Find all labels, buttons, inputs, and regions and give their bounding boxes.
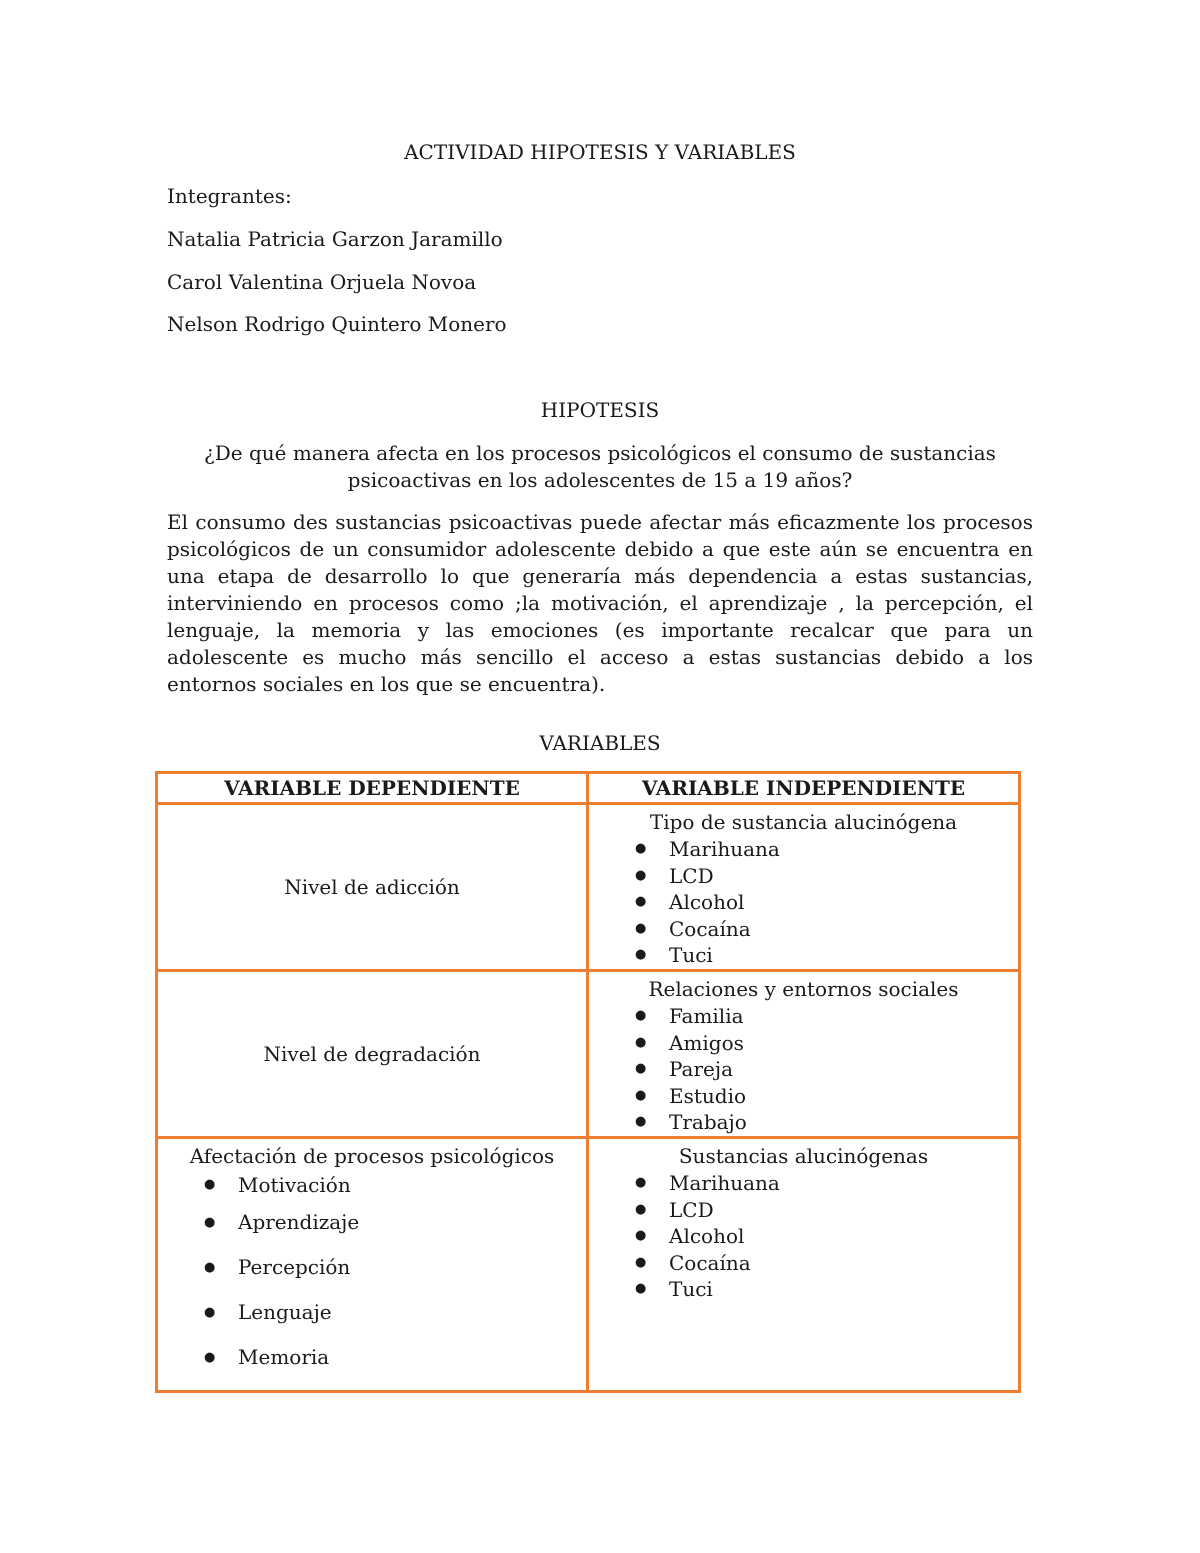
list-item: ● Amigos	[635, 1030, 1018, 1057]
list-item: ● Familia	[635, 1003, 1018, 1030]
hipotesis-paragraph: El consumo des sustancias psicoactivas puede afectar más eficazmente los procesos psicológicos de un consumidor adolescente debido a que este aún se encuentra en una etapa de desarrollo lo que generaría más dependencia a estas sustancias, interviniendo en procesos como ;la motivación, el aprendizaje , la percepción, el lenguaje, la memoria y las emociones (es importante recalcar que para un adolescente es mucho más sencillo el acceso a estas sustancias debido a los entornos sociales en los que se encuentra).	[167, 510, 1033, 696]
independiente-title: Relaciones y entornos sociales	[648, 976, 959, 1001]
list-item: ● Alcohol	[635, 1223, 1018, 1250]
integrante-1: Natalia Patricia Garzon Jaramillo	[167, 227, 503, 251]
list-item: ● Estudio	[635, 1083, 1018, 1110]
list-item: ● LCD	[635, 1197, 1018, 1224]
independiente-list	[589, 1170, 1018, 1303]
list-item: ● Memoria	[204, 1335, 586, 1380]
integrantes-label: Integrantes:	[167, 184, 292, 208]
dependiente-text: Nivel de degradación	[263, 1041, 481, 1066]
integrante-2: Carol Valentina Orjuela Novoa	[167, 270, 477, 294]
independiente-list	[589, 836, 1018, 969]
research-question: ¿De qué manera afecta en los procesos psicológicos el consumo de sustancias psicoactivas en los adolescentes de 15 a 19 años?	[204, 441, 996, 492]
list-item: ● Marihuana	[635, 1170, 1018, 1197]
integrante-3: Nelson Rodrigo Quintero Monero	[167, 312, 507, 336]
dependiente-cell	[157, 1137, 588, 1391]
list-item: ● LCD	[635, 863, 1018, 890]
table-row	[157, 970, 1020, 1137]
list-item: ● Tuci	[635, 942, 1018, 969]
independiente-cell	[588, 970, 1020, 1137]
list-item: ● Lenguaje	[204, 1290, 586, 1335]
list-item: ● Marihuana	[635, 836, 1018, 863]
independiente-title: Sustancias alucinógenas	[678, 1143, 929, 1168]
hipotesis-heading: HIPOTESIS	[540, 398, 660, 422]
dependiente-cell	[157, 804, 588, 971]
variables-heading: VARIABLES	[539, 731, 661, 755]
list-item: ● Motivación	[204, 1170, 586, 1200]
list-item: ● Percepción	[204, 1245, 586, 1290]
header-variable-dependiente: VARIABLE DEPENDIENTE	[157, 773, 588, 804]
list-item: ● Cocaína	[635, 1250, 1018, 1277]
list-item: ● Pareja	[635, 1056, 1018, 1083]
independiente-cell	[588, 1137, 1020, 1391]
list-item: ● Aprendizaje	[204, 1200, 586, 1245]
variables-table	[155, 771, 1021, 1393]
header-variable-independiente: VARIABLE INDEPENDIENTE	[588, 773, 1020, 804]
independiente-title: Tipo de sustancia alucinógena	[649, 810, 958, 834]
table-header-row	[157, 773, 1020, 804]
list-item: ● Trabajo	[635, 1109, 1018, 1136]
dependiente-list	[158, 1170, 586, 1380]
dependiente-title: Afectación de procesos psicológicos	[189, 1143, 555, 1168]
independiente-cell	[588, 804, 1020, 971]
dependiente-cell	[157, 970, 588, 1137]
table-row	[157, 1137, 1020, 1391]
table-row	[157, 804, 1020, 971]
list-item: ● Tuci	[635, 1276, 1018, 1303]
document-title: ACTIVIDAD HIPOTESIS Y VARIABLES	[404, 140, 796, 164]
list-item: ● Cocaína	[635, 916, 1018, 943]
list-item: ● Alcohol	[635, 889, 1018, 916]
dependiente-text: Nivel de adicción	[284, 874, 460, 899]
independiente-list	[589, 1003, 1018, 1136]
